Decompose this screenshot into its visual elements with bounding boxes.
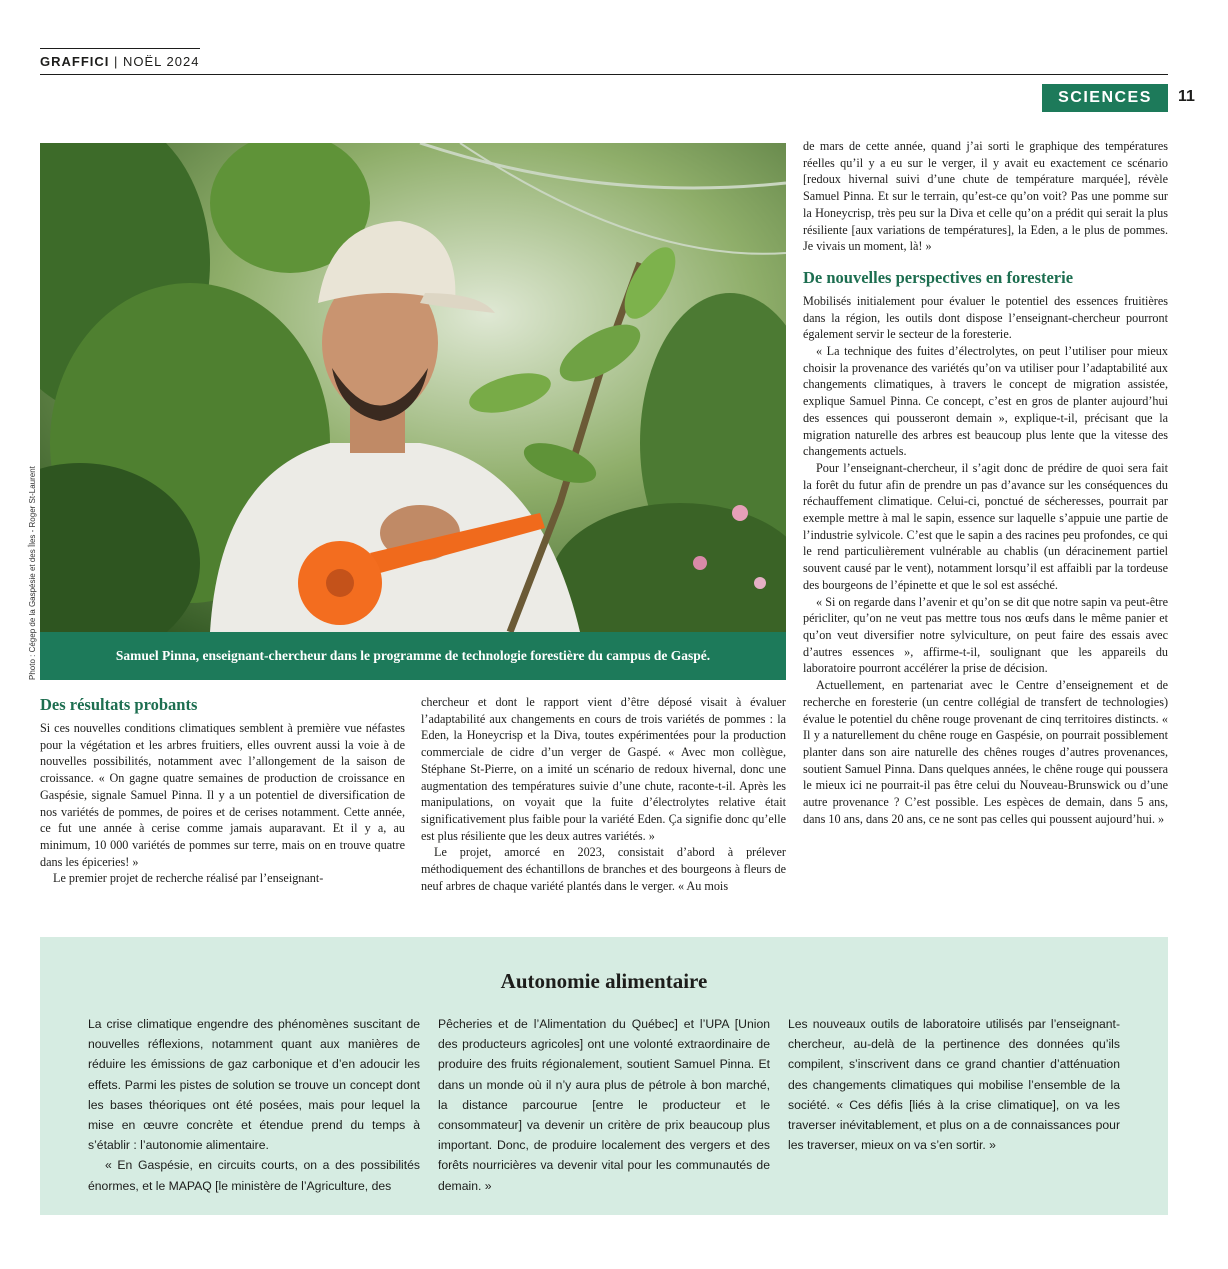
paragraph: « Si on regarde dans l’avenir et qu’on se dit que notre sapin va peut-être péricliter, qu’on ne veut pas mettre tous nos œufs dans le même panier et qu’on veut diversifier notre sylviculture, on peut faire des essais avec d’autres essences », affirme-t-il, soulignant que les appareils du laboratoire pourront accélérer la prise de décision. xyxy=(803,594,1168,676)
paragraph: Si ces nouvelles conditions climatiques semblent à première vue néfastes pour la végétation et les arbres fruitiers, elles ouvrent aussi la voie à de nouvelles possibilités, notamment avec l’allongement de la saison de croissance. « On gagne quatre semaines de production de croissance en Gaspésie, signale Samuel Pinna. Il y a un potentiel de diversification de nos variétés de pommes, de poires et de cerises notamment. Cette année, ce fut une année à cerise comme jamais auparavant. Et il y a, au minimum, 10 000 variétés de pommes sur terre, mais on en trouve quatre dans les épiceries! » xyxy=(40,721,405,869)
header-rule xyxy=(40,74,1168,75)
sidebar-column-2 xyxy=(438,1014,770,1196)
paragraph: « En Gaspésie, en circuits courts, on a des possibilités énormes, et le MAPAQ [le ministère de l’Agriculture, des xyxy=(88,1158,420,1193)
sidebar-box xyxy=(40,937,1168,1215)
subheading-results: Des résultats probants xyxy=(40,695,198,714)
paragraph: Le projet, amorcé en 2023, consistait d’abord à prélever méthodiquement des échantillons de branches et des bourgeons à fleurs de neuf arbres de chaque variété plantés dans le verger. « Au mois xyxy=(421,845,786,893)
sidebar-column-3 xyxy=(788,1014,1120,1155)
paragraph: Mobilisés initialement pour évaluer le potentiel des essences fruitières dans la région, les outils dont dispose l’enseignant-chercheur pourront également servir le secteur de la foresterie. xyxy=(803,293,1168,342)
paragraph: La crise climatique engendre des phénomènes suscitant de nouvelles réflexions, notamment quant aux manières de réduire les émissions de gaz carbonique et d’en adoucir les effets. Parmi les pistes de solution se trouve un concept dont les bases théoriques ont été posées, mais pour lequel la mise en œuvre concrète et étendue prend du temps à s’établir : l’autonomie alimentaire. xyxy=(88,1017,420,1153)
page-number: 11 xyxy=(1178,88,1195,105)
photo-credit: Photo : Cégep de la Gaspésie et des Îles - Roger St-Laurent xyxy=(28,466,37,680)
photo-caption: Samuel Pinna, enseignant-chercheur dans le programme de technologie forestière du campus de Gaspé. xyxy=(40,632,786,680)
issue-name: NOËL 2024 xyxy=(123,54,200,69)
running-header xyxy=(40,54,199,69)
publication-name: GRAFFICI xyxy=(40,54,110,69)
header-top-rule xyxy=(40,48,200,49)
article-column-1 xyxy=(40,694,405,887)
section-tag: SCIENCES xyxy=(1042,84,1168,112)
article-column-2 xyxy=(421,694,786,894)
sidebar-title: Autonomie alimentaire xyxy=(500,969,708,993)
paragraph: Le premier projet de recherche réalisé par l’enseignant- xyxy=(53,871,324,886)
article-column-3 xyxy=(803,138,1168,827)
paragraph: de mars de cette année, quand j’ai sorti le graphique des températures réelles qu’il y a eu sur le verger, il y avait eu exactement ce scénario [redoux hivernal suivi d’une chute de température marquée], révèle Samuel Pinna. Et sur le terrain, qu’est-ce qu’on voit? Pas une pomme sur la Honeycrisp, très peu sur la Diva et celle qu’on a prédit qui serait la plus résiliente [aux variations de températures], la Eden, a le plus de pommes. Je vivais un moment, là! » xyxy=(803,139,1168,254)
header-separator: | xyxy=(114,54,124,69)
paragraph: Actuellement, en partenariat avec le Centre d’enseignement et de recherche en foresterie (un centre collégial de transfert de technologies) évalue le potentiel du chêne rouge provenant de cinq territoires distincts. « Il y a naturellement du chêne rouge en Gaspésie, on pourrait possiblement planter dans son aire naturelle des chênes rouges d’autres provenances, soutient Samuel Pinna. Dans quelques années, le chêne rouge qui poussera le mieux ici ne pourrait-il pas être celui du Nouveau-Brunswick ou d’une autre provenance ? C’est possible. Les espèces de demain, dans 5 ans, dans 10 ans, dans 20 ans, ce ne sont pas celles qui poussent aujourd’hui. » xyxy=(803,678,1168,826)
paragraph: « La technique des fuites d’électrolytes, on peut l’utiliser pour mieux choisir la provenance des variétés qu’on va utiliser pour l’adaptabilité aux changements climatiques, à travers le concept de migration assistée, explique Samuel Pinna. Ce concept, c’est en gros de planter aujourd’hui des essences qui pousseront demain », explique-t-il, précisant que la migration naturelle des arbres est beaucoup plus lente que la vitesse des changements actuels. xyxy=(803,344,1168,459)
paragraph: chercheur et dont le rapport vient d’être déposé visait à évaluer l’adaptabilité aux changements en cours de trois variétés de pommes : la Eden, la Honeycrisp et la Diva, toutes expérimentées pour la production commerciale de cidre d’un verger de Gaspé. « Avec mon collègue, Stéphane St-Pierre, on a imité un scénario de redoux hivernal, donc une augmentation des températures suivie d’une chute, raconte-t-il. Après les manipulations, on voyait que la fuite d’électrolytes relative était significativement plus faible pour la variété Eden. Ça signifie donc qu’elle est plus résiliente que les deux autres variétés. » xyxy=(421,695,786,843)
sidebar-column-1 xyxy=(88,1014,420,1196)
photo-illustration xyxy=(40,143,786,632)
paragraph: Pour l’enseignant-chercheur, il s’agit donc de prédire de quoi sera fait la forêt du futur afin de prendre un pas d’avance sur les conséquences du réchauffement climatique. Celui-ci, ponctué de sécheresses, pourrait par exemple mettre à mal le sapin, essence sur laquelle s’appuie une partie de l’industrie sylvicole. C’est que le sapin a des racines peu profondes, ce qui le rend particulièrement vulnérable au chablis (un déracinement partiel souvent causé par le vent), notamment lorsqu’il est affaibli par la tordeuse des bourgeons de l’épinette et que le sol est asséché. xyxy=(803,460,1168,592)
paragraph: Les nouveaux outils de laboratoire utilisés par l’enseignant-chercheur, au-delà de la pertinence des données qu’ils compilent, s’inscrivent dans ce grand chantier d’atténuation des changements climatiques qui mobilise l’ensemble de la société. « Ces défis [liés à la crise climatique], on va les traverser inévitablement, et plus on a de connaissances pour les traverser, mieux on va s’en sortir. » xyxy=(788,1017,1120,1153)
paragraph: Pêcheries et de l’Alimentation du Québec] et l’UPA [Union des producteurs agricoles] ont une volonté extraordinaire de produire des fruits régionalement, soutient Samuel Pinna. Et dans un monde où il n’y aura plus de pétrole à bon marché, la distance parcourue [entre le producteur et le consommateur] va devenir un critère de prix beaucoup plus important. Donc, de produire localement des vergers et des forêts nourricières va devenir vital pour les communautés de demain. » xyxy=(438,1017,770,1193)
article-photo xyxy=(40,143,786,632)
subheading-forestry: De nouvelles perspectives en foresterie xyxy=(803,267,1074,287)
